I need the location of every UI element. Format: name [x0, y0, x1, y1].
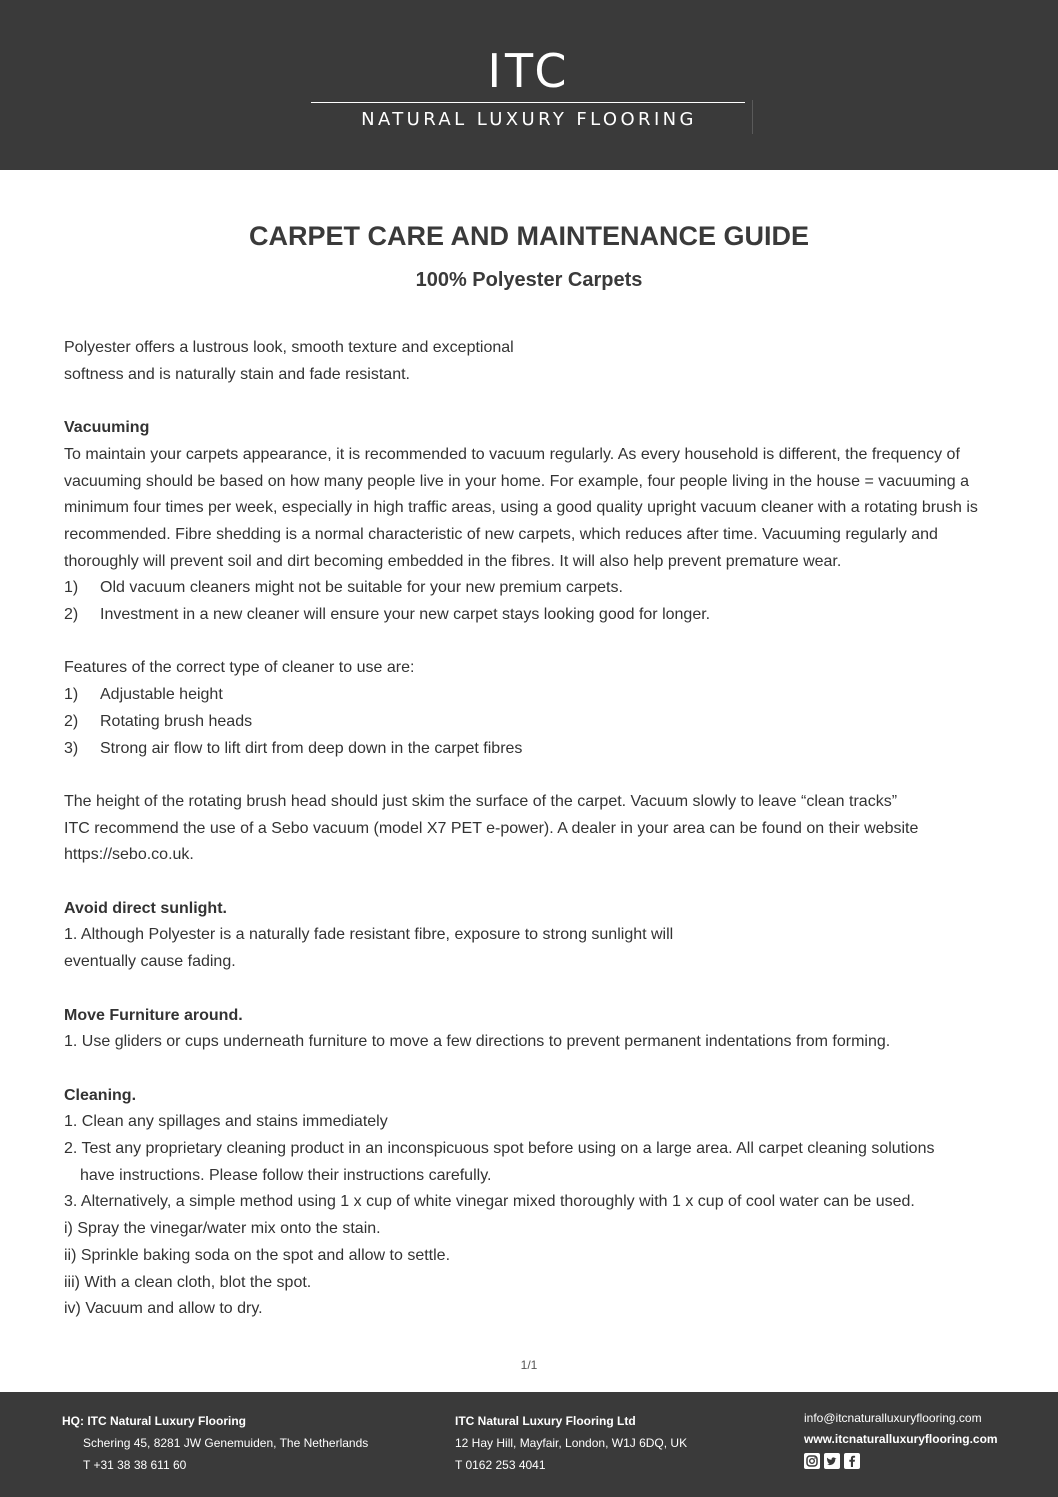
- footer-hq-address: Schering 45, 8281 JW Genemuiden, The Netherlands: [83, 1436, 369, 1450]
- sunlight-heading: Avoid direct sunlight.: [64, 899, 227, 917]
- list-number: 2): [64, 712, 79, 730]
- footer-hq-phone: T +31 38 38 611 60: [83, 1458, 187, 1472]
- list-item: [64, 602, 999, 629]
- list-number: 3): [64, 739, 79, 757]
- furniture-heading: Move Furniture around.: [64, 1006, 243, 1024]
- logo-divider: [311, 102, 745, 103]
- footer-uk-phone: T 0162 253 4041: [455, 1458, 546, 1472]
- itc-logo: ITC: [487, 44, 571, 98]
- footer-contact: [804, 1408, 998, 1469]
- sunlight-line: eventually cause fading.: [64, 953, 236, 971]
- cleaning-step: i) Spray the vinegar/water mix onto the stain.: [64, 1220, 381, 1238]
- footer-email-link[interactable]: info@itcnaturalluxuryflooring.com: [804, 1411, 982, 1425]
- footer-uk-title: ITC Natural Luxury Flooring Ltd: [455, 1414, 636, 1428]
- cleaning-step: iv) Vacuum and allow to dry.: [64, 1300, 263, 1318]
- vacuuming-closing: ITC recommend the use of a Sebo vacuum (model X7 PET e-power). A dealer in your area can be found on their website https://sebo.co.uk.: [64, 819, 919, 864]
- logo-tagline: NATURAL LUXURY FLOORING: [361, 109, 697, 130]
- page-number: 1/1: [520, 1358, 538, 1372]
- cleaning-heading: Cleaning.: [64, 1086, 137, 1104]
- document-subtitle: 100% Polyester Carpets: [415, 269, 643, 291]
- page-footer: [0, 1392, 1058, 1497]
- footer-website-link[interactable]: www.itcnaturalluxuryflooring.com: [804, 1432, 998, 1446]
- sunlight-line: 1. Although Polyester is a naturally fade resistant fibre, exposure to strong sunlight will: [64, 926, 674, 944]
- footer-hq: [62, 1410, 368, 1476]
- list-text: Strong air flow to lift dirt from deep down in the carpet fibres: [100, 739, 523, 757]
- instagram-icon[interactable]: [804, 1453, 820, 1469]
- facebook-icon[interactable]: [844, 1453, 860, 1469]
- cleaning-item-continued: have instructions. Please follow their instructions carefully.: [80, 1166, 492, 1184]
- cleaning-step: iii) With a clean cloth, blot the spot.: [64, 1273, 312, 1291]
- list-number: 2): [64, 606, 79, 624]
- list-item: [64, 682, 999, 709]
- intro-line: Polyester offers a lustrous look, smooth texture and exceptional: [64, 339, 514, 356]
- page-header: [0, 0, 1058, 170]
- list-text: Rotating brush heads: [100, 712, 253, 730]
- twitter-icon[interactable]: [824, 1453, 840, 1469]
- footer-uk: [455, 1410, 687, 1476]
- list-number: 1): [64, 686, 79, 704]
- list-number: 1): [64, 579, 79, 597]
- furniture-line: 1. Use gliders or cups underneath furniture to move a few directions to prevent permanent indentations from forming.: [64, 1033, 891, 1051]
- cleaning-item: 1. Clean any spillages and stains immediately: [64, 1113, 388, 1131]
- vacuuming-body: To maintain your carpets appearance, it is recommended to vacuum regularly. As every household is different, the frequency of vacuuming should be based on how many people live in your home. For example, four people living in the house = vacuuming a minimum four times per week, especially in high traffic areas, using a good quality upright vacuum cleaner with a rotating brush is recommended. Fibre shedding is a normal characteristic of new carpets, which reduces after time. Vacuuming regularly and thoroughly will prevent soil and dirt becoming embedded in the fibres. It will also help prevent premature wear.: [64, 445, 978, 570]
- document-title: CARPET CARE AND MAINTENANCE GUIDE: [248, 221, 809, 251]
- footer-uk-address: 12 Hay Hill, Mayfair, London, W1J 6DQ, UK: [455, 1436, 688, 1450]
- cleaning-step: ii) Sprinkle baking soda on the spot and allow to settle.: [64, 1246, 451, 1264]
- list-item: [64, 709, 999, 736]
- cleaning-item: 2. Test any proprietary cleaning product in an inconspicuous spot before using on a large area. All carpet cleaning solutions: [64, 1140, 935, 1157]
- social-icons: [804, 1453, 998, 1469]
- list-item: [64, 575, 999, 602]
- intro-line: softness and is naturally stain and fade resistant.: [64, 365, 410, 383]
- list-text: Old vacuum cleaners might not be suitable for your new premium carpets.: [100, 579, 623, 597]
- document-body: [64, 335, 999, 1323]
- list-text: Investment in a new cleaner will ensure your new carpet stays looking good for longer.: [100, 606, 711, 624]
- list-text: Adjustable height: [100, 686, 223, 704]
- list-item: [64, 736, 999, 763]
- vacuuming-heading: Vacuuming: [64, 419, 150, 437]
- vacuuming-closing: The height of the rotating brush head should just skim the surface of the carpet. Vacuum slowly to leave “clean tracks”: [64, 792, 898, 810]
- cleaning-item: 3. Alternatively, a simple method using 1 x cup of white vinegar mixed thoroughly with 1 x cup of cool water can be used.: [64, 1193, 915, 1211]
- footer-hq-title: HQ: ITC Natural Luxury Flooring: [62, 1414, 247, 1428]
- features-intro: Features of the correct type of cleaner to use are:: [64, 659, 415, 677]
